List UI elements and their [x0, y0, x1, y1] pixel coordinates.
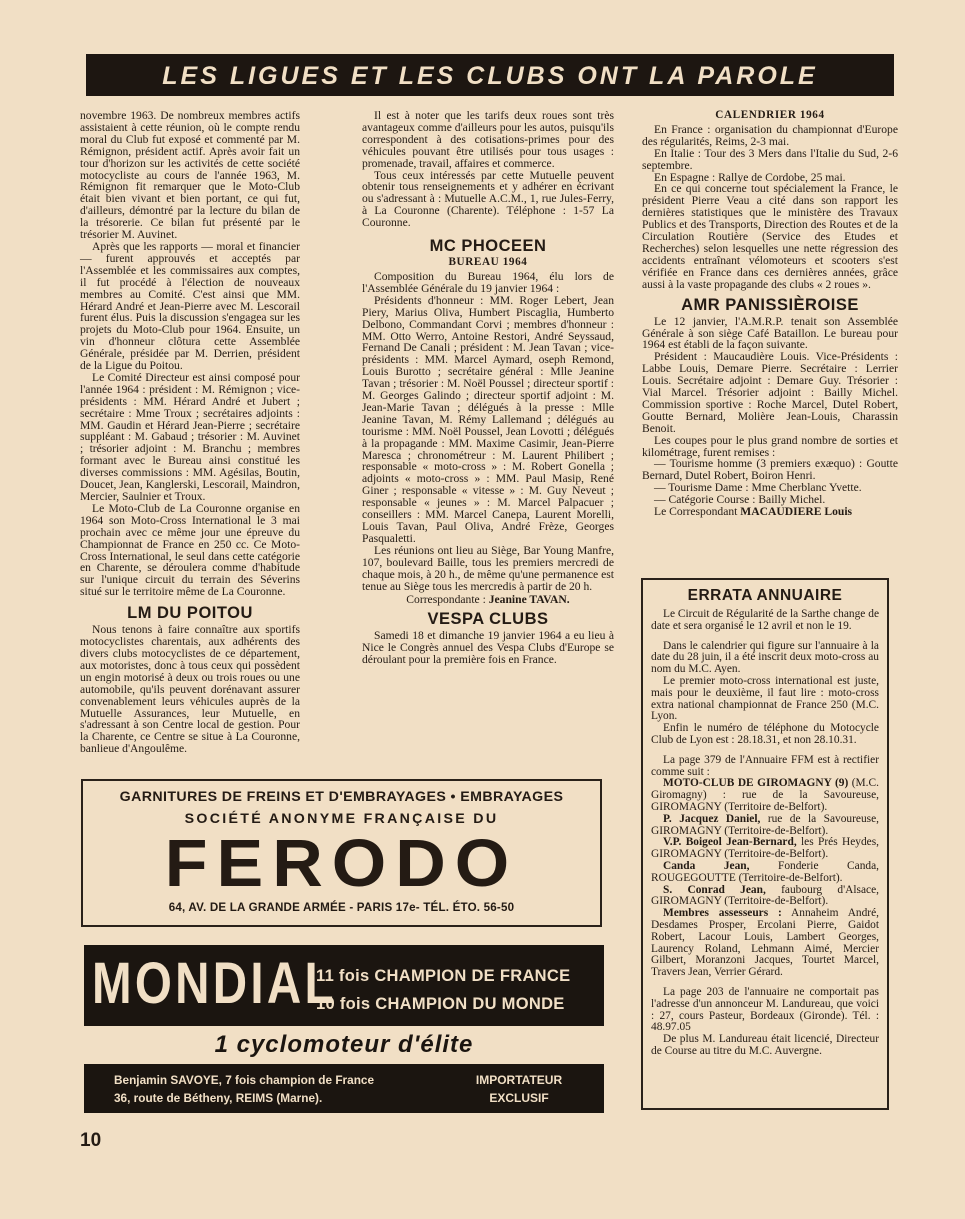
paragraph: Enfin le numéro de téléphone du Motocycle Club de Lyon est : 28.18.31, et non 28.10.31.	[651, 722, 879, 746]
paragraph: De plus M. Landureau était licencié, Directeur de Course au titre du M.C. Auvergne.	[651, 1033, 879, 1057]
column-3	[642, 110, 898, 518]
paragraph: novembre 1963. De nombreux membres actifs assistaient à cette réunion, où le compte rendu moral du Club fut exposé et commenté par M. Rémignon, président actif. Après avoir fait un tour d'horizon sur les activités de cette société motocycliste au cours de l'année 1963, M. Rémignon fit remarquer que le Moto-Club était bien vivant et bien portant, ce qui fut, d'ailleurs, démontré par la lecture du bilan de la trésorerie. Ce bilan fut présenté par le trésorier M. Auvinet.	[80, 109, 300, 242]
ad-tagline: GARNITURES DE FREINS ET D'EMBRAYAGES • EMBRAYAGES	[119, 789, 564, 805]
paragraph: Le Moto-Club de La Couronne organise en 1964 son Moto-Cross International le 3 mai prochain avec ce même jour une épreuve du Championnat de France en 250 cc. Ce Moto-Cross International, le seul dans cette catégorie en Charente, se déroulera comme d'habitude sur l'unique circuit du terrain des Séverins situé sur le territoire même de La Couronne.	[80, 501, 300, 599]
paragraph: Le Circuit de Régularité de la Sarthe change de date et sera organisé le 12 avril et non le 19.	[651, 608, 879, 632]
paragraph: Le premier moto-cross international est juste, mais pour le deuxième, il faut lire : moto-cross extra national championnat de France 250 (M.C. Lyon.	[651, 674, 879, 723]
paragraph: Le Comité Directeur est ainsi composé pour l'année 1964 : président : M. Rémignon ; vice-présidents : MM. Hérard André et Jubert ; secrétaire : Mme Troux ; secrétaires adjoints : MM. Gaudin et Hérard Jean-Pierre ; secrétaire suppléant : M. Gabaud ; trésorier : M. Auvinet ; trésorier adjoint : M. Branchu ; membres formant avec le Bureau ainsi constitué les diverses commissions : MM. Agésilas, Boutin, Doucet, Jean, Kanglerski, Lescorail, Maindron, Mercier, Saulnier et Troux.	[80, 370, 300, 503]
paragraph: MOTO-CLUB DE GIROMAGNY (9) (M.C. Giromagny) : rue de la Savoureuse, GIROMAGNY (Territoire de-Belfort).	[651, 777, 879, 813]
heading-mc-phoceen: MC PHOCEEN	[429, 237, 547, 256]
paragraph: V.P. Boigeol Jean-Bernard, les Prés Heydes, GIROMAGNY (Territoire-de-Belfort).	[651, 836, 879, 861]
column-1	[80, 110, 300, 755]
paragraph: — Tourisme Dame : Mme Cherblanc Yvette.	[654, 481, 862, 495]
paragraph: Tous ceux intéressés par cette Mutuelle peuvent obtenir tous renseignements et y adhérer en écrivant ou s'adressant à : Mutuelle A.C.M., 1, rue Jules-Ferry, à La Couronne (Charente). Téléphone : 1-57 La Couronne.	[362, 168, 614, 230]
ferodo-advertisement	[81, 779, 602, 927]
ad-champion-france: 11 fois CHAMPION DE FRANCE	[316, 967, 571, 985]
paragraph: Nous tenons à faire connaître aux sportifs motocyclistes charentais, aux adhérents des divers clubs motocyclistes de ce département, aux motoristes, donc à tous ceux qui possèdent un engin motorisé à deux ou trois roues ou une automobile, qu'ils peuvent dorénavant assurer convenablement leurs véhicules auprès de la Mutuelle Assurances, leur Mutuelle, en s'adressant à son Centre local de gestion. Pour la Charente, ce Centre se situe à La Couronne, banlieue d'Angoulême.	[80, 623, 300, 756]
paragraph: Les réunions ont lieu au Siège, Bar Young Manfre, 107, boulevard Baille, tous les premiers mercredi de chaque mois, à 20 h., de même qu'une permanence est tenue au Siège tous les mercredis à partir de 20 h.	[362, 543, 614, 593]
ad-tagline: 1 cyclomoteur d'élite	[84, 1026, 604, 1064]
paragraph: En France : organisation du championnat d'Europe des régularités, Reims, 2-3 mai.	[642, 122, 898, 148]
ad-champion-monde: 10 fois CHAMPION DU MONDE	[316, 995, 565, 1013]
ad-importer-address: 36, route de Bétheny, REIMS (Marne).	[114, 1091, 323, 1105]
paragraph: Présidents d'honneur : MM. Roger Lebert, Jean Piery, Marius Oliva, Humbert Piscaglia, Humberto Delbono, Commandant Corvi ; membres d'honneur : MM. Otto Werro, Antoine Restori, André Seyssaud, Fernand De Canali ; président : M. Jean Tavan ; vice-présidents : MM. Marcel Aymard, oseph Remond, Louis Burotto ; secrétaire général : Mlle Jeanine Tavan ; trésorier : M. Noël Poussel ; directeur sportif : M. Georges Galindo ; directeur sportif adjoint : M. Jean-Marie Tavan ; délégués à la presse : Mlle Jeanine Tavan, M. Rémy Lallemand ; délégués au tourisme : MM. Noël Poussel, Jean Lovotti ; délégués à la propagande : MM. Maxime Casimir, Jean-Pierre Maresca ; chronométreur : M. Laurent Philibert ; responsable « moto-cross » : M. Robert Gonella ; adjoints « moto-cross » : MM. Paul Masip, René Giner ; responsable « vitesse » : M. Guy Neveut ; responsable « jeunes » : M. Marcel Palpacuer ; conseillers : MM. Marcel Canepa, Laurent Morelli, Louis Tavan, Paul Oliva, André Frèze, Georges Pasqualetti.	[362, 293, 614, 545]
heading-lm-du-poitou: LM DU POITOU	[127, 604, 253, 623]
paragraph: — Tourisme homme (3 premiers exæquo) : Goutte Bernard, Dutel Robert, Boiron Henri.	[642, 457, 898, 483]
paragraph: P. Jacquez Daniel, rue de la Savoureuse, GIROMAGNY (Territoire-de-Belfort).	[651, 812, 880, 837]
section-banner: LES LIGUES ET LES CLUBS ONT LA PAROLE	[86, 54, 894, 96]
ad-company: SOCIÉTÉ ANONYME FRANÇAISE DU	[184, 811, 499, 827]
mondial-advertisement	[84, 945, 604, 1113]
ad-importer-label: IMPORTATEUR	[475, 1073, 563, 1087]
ferodo-logo: FERODO	[164, 825, 519, 901]
heading-vespa-clubs: VESPA CLUBS	[427, 610, 549, 629]
errata-box	[641, 578, 889, 1110]
paragraph: En Italie : Tour des 3 Mers dans l'Italie du Sud, 2-6 septembre.	[642, 146, 898, 172]
ad-importer-name: Benjamin SAVOYE, 7 fois champion de France	[114, 1073, 375, 1087]
paragraph: La page 379 de l'Annuaire FFM est à rectifier comme suit :	[651, 753, 879, 778]
paragraph: Composition du Bureau 1964, élu lors de l'Assemblée Générale du 19 janvier 1964 :	[362, 269, 614, 295]
correspondent-line: Correspondante : Jeanine TAVAN.	[406, 593, 570, 607]
paragraph: Le 12 janvier, l'A.M.R.P. tenait son Assemblée Générale à son siège Café Bataillon. Le bureau pour 1964 est établi de la façon suivante.	[642, 314, 898, 352]
paragraph: Samedi 18 et dimanche 19 janvier 1964 a eu lieu à Nice le Congrès annuel des Vespa Clubs d'Europe se déroulant pour la première fois en France.	[362, 629, 614, 667]
mondial-logo: MONDIAL	[92, 951, 337, 1016]
heading-errata: ERRATA ANNUAIRE	[687, 587, 843, 604]
subheading-bureau: BUREAU 1964	[448, 256, 528, 269]
ad-address: 64, AV. DE LA GRANDE ARMÉE - PARIS 17e- TÉL. ÉTO. 56-50	[168, 901, 515, 914]
paragraph: Dans le calendrier qui figure sur l'annuaire à la date du 28 juin, il a été inscrit deux moto-cross au nom du M.C. Ayen.	[651, 639, 879, 676]
paragraph: Membres assesseurs : Annaheim André, Desdames Prosper, Ercolani Pierre, Gaidot Robert, Lacour Louis, Lambert Georges, Laurency Roland, Lehmann Aimé, Mercier Gilbert, Moranzoni Jacques, Tourtet Marcel, Travers Jean, Verrier Gérard.	[651, 907, 880, 979]
paragraph: Les coupes pour le plus grand nombre de sorties et kilométrage, furent remises :	[642, 433, 898, 459]
correspondent-line: Le Correspondant MACAUDIERE Louis	[654, 505, 853, 519]
heading-amr-panissieroise: AMR PANISSIÈROISE	[681, 295, 859, 314]
paragraph: En Espagne : Rallye de Cordobe, 25 mai.	[654, 170, 846, 184]
paragraph: Président : Maucaudière Louis. Vice-Présidents : Labbe Louis, Demare Pierre. Secrétaire : Lerrier Louis. Secrétaire adjoint : Demare Guy. Trésorier : Vial Marcel. Trésorier adjoint : Bailly Michel. Commission sportive : Roche Marcel, Dutel Robert, Goutte Bernard, Molière Jean-Louis, Charassin Benoit.	[642, 350, 898, 435]
paragraph: Canda Jean, Fonderie Canda, ROUGEGOUTTE (Territoire-de-Belfort).	[651, 859, 879, 884]
correspondent-name: Jeanine TAVAN.	[488, 593, 570, 607]
column-2	[362, 110, 614, 666]
paragraph: La page 203 de l'annuaire ne comportait pas l'adresse d'un annonceur M. Landureau, que voici : 27, cours Pasteur, Bordeaux (Gironde). Tél. : 48.97.05	[651, 985, 879, 1034]
correspondent-name: MACAUDIERE Louis	[740, 505, 853, 519]
ad-exclusive-label: EXCLUSIF	[489, 1091, 549, 1105]
page-number: 10	[80, 1130, 102, 1151]
subheading-calendrier: CALENDRIER 1964	[715, 109, 825, 121]
paragraph: S. Conrad Jean, faubourg d'Alsace, GIROMAGNY (Territoire-de-Belfort).	[651, 883, 879, 908]
paragraph: Il est à noter que les tarifs deux roues sont très avantageux comme d'ailleurs pour les autos, puisqu'ils correspondent à des cotisations-primes pour des véhicules pouvant être utilisés pour tous usages : promenade, travail, affaires et commerce.	[362, 109, 614, 170]
paragraph: En ce qui concerne tout spécialement la France, le président Pierre Veau a cité dans son rapport les dernières statistiques que le ministère des Travaux Publics et des Transports, Direction des Routes et de la Circulation Routière (Service des Etudes et Recherches) selon lesquelles une nette régression des accidents entraînant vélomoteurs et scooters s'est vérifiée en France dans ces dernières années, grâce aussi à la vaste propagande des clubs « 2 roues ».	[642, 182, 898, 291]
paragraph: — Catégorie Course : Bailly Michel.	[654, 493, 826, 507]
paragraph: Après que les rapports — moral et financier — furent approuvés et acceptés par l'Assemblée et les commissaires aux comptes, il fut procédé à l'élection de nouveaux membres au Comité. C'est ainsi que MM. Hérard André et Jean-Pierre avec M. Lescorail furent élus. Puis la discussion s'engagea sur les projets du Moto-Club pour 1964. Ensuite, un vin d'honneur clôtura cette Assemblée Générale, présidée par M. Derrien, président de la Ligue du Poitou.	[80, 239, 300, 373]
